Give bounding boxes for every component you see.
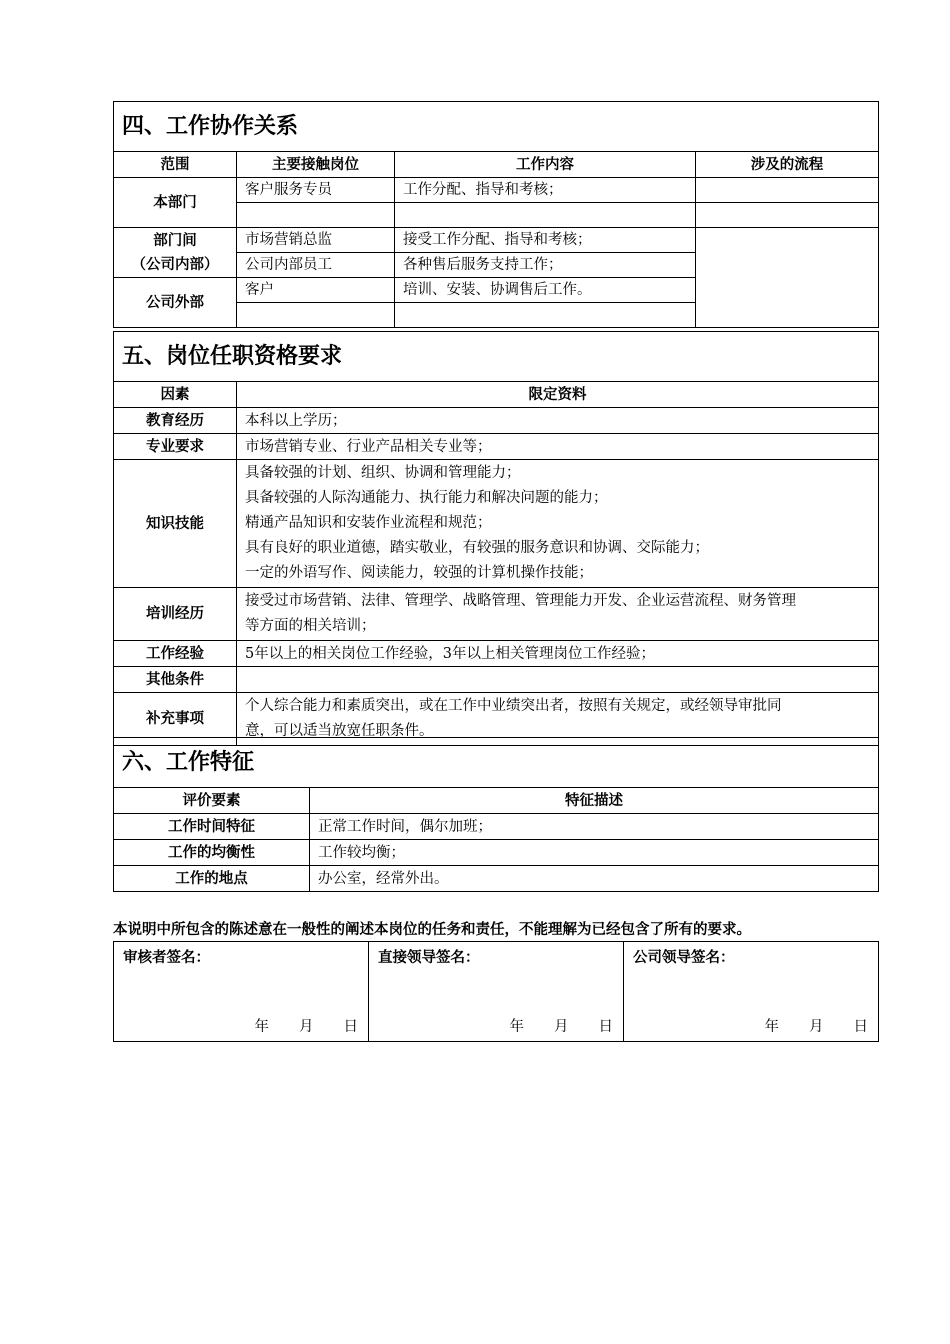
signature-reviewer[interactable]: [114, 942, 369, 1042]
work-content: 各种售后服务支持工作；: [395, 253, 696, 278]
signature-label: 公司领导签名：: [633, 950, 735, 966]
scope-own-department: 本部门: [114, 178, 237, 228]
desc-balance: 工作较均衡；: [310, 840, 879, 866]
contact-position: 市场营销总监: [237, 228, 395, 253]
process-cell: [696, 228, 879, 328]
factor-other: 其他条件: [114, 667, 237, 693]
criteria-major: 市场营销专业、行业产品相关专业等；: [237, 434, 879, 460]
work-characteristics-table: [113, 737, 879, 892]
scope-line1: 部门间: [153, 232, 197, 249]
date-year: 年: [764, 1019, 779, 1035]
date-month: 月: [299, 1019, 314, 1035]
factor-education: 教育经历: [114, 408, 237, 434]
desc-location: 办公室，经常外出。: [310, 866, 879, 892]
contact-position: 客户: [237, 278, 395, 303]
header-factor: 因素: [114, 382, 237, 408]
section4-title: 四、工作协作关系: [114, 102, 879, 152]
scope-external: 公司外部: [114, 278, 237, 328]
training-line: 接受过市场营销、法律、管理学、战略管理、管理能力开发、企业运营流程、财务管理: [245, 593, 796, 609]
factor-skills: 知识技能: [114, 460, 237, 588]
work-content: 接受工作分配、指导和考核；: [395, 228, 696, 253]
date-month: 月: [809, 1019, 824, 1035]
header-content: 工作内容: [395, 152, 696, 178]
signature-company-leader[interactable]: [624, 942, 879, 1042]
element-location: 工作的地点: [114, 866, 310, 892]
signature-date: [225, 1015, 359, 1039]
factor-training: 培训经历: [114, 588, 237, 641]
work-content: [395, 303, 696, 328]
work-content: [395, 203, 696, 228]
contact-position: [237, 303, 395, 328]
criteria-training: [237, 588, 879, 641]
skill-line: 精通产品知识和安装作业流程和规范；: [245, 515, 492, 531]
date-day: 日: [853, 1019, 868, 1035]
contact-position: 客户服务专员: [237, 178, 395, 203]
date-day: 日: [598, 1019, 613, 1035]
scope-line2: （公司内部）: [131, 256, 219, 273]
signature-direct-leader[interactable]: [369, 942, 624, 1042]
work-content: 培训、安装、协调售后工作。: [395, 278, 696, 303]
signature-table: [113, 941, 879, 1042]
factor-experience: 工作经验: [114, 641, 237, 667]
header-criteria: 限定资料: [237, 382, 879, 408]
header-process: 涉及的流程: [696, 152, 879, 178]
contact-position: 公司内部员工: [237, 253, 395, 278]
date-day: 日: [343, 1019, 358, 1035]
scope-inter-department: [114, 228, 237, 278]
skill-line: 一定的外语写作、阅读能力，较强的计算机操作技能；: [245, 565, 593, 581]
signature-date: [735, 1015, 869, 1039]
criteria-experience: 5年以上的相关岗位工作经验，3年以上相关管理岗位工作经验；: [237, 641, 879, 667]
supplement-line: 意，可以适当放宽任职条件。: [245, 723, 434, 739]
factor-major: 专业要求: [114, 434, 237, 460]
signature-label: 直接领导签名：: [378, 950, 480, 966]
disclaimer-note: 本说明中所包含的陈述意在一般性的阐述本岗位的任务和责任，不能理解为已经包含了所有的要求。: [113, 922, 751, 938]
date-year: 年: [254, 1019, 269, 1035]
process-cell: [696, 178, 879, 203]
skill-line: 具备较强的人际沟通能力、执行能力和解决问题的能力；: [245, 490, 608, 506]
date-month: 月: [554, 1019, 569, 1035]
section6-title: 六、工作特征: [114, 738, 879, 788]
criteria-other: [237, 667, 879, 693]
work-content: 工作分配、指导和考核；: [395, 178, 696, 203]
header-scope: 范围: [114, 152, 237, 178]
signature-date: [480, 1015, 614, 1039]
skill-line: 具有良好的职业道德，踏实敬业，有较强的服务意识和协调、交际能力；: [245, 540, 709, 556]
factor-supplement: 补充事项: [114, 693, 237, 746]
training-line: 等方面的相关培训；: [245, 618, 376, 634]
supplement-line: 个人综合能力和素质突出，或在工作中业绩突出者，按照有关规定，或经领导审批同: [245, 698, 782, 714]
date-year: 年: [509, 1019, 524, 1035]
qualification-table: [113, 331, 879, 746]
header-description: 特征描述: [310, 788, 879, 814]
signature-label: 审核者签名：: [123, 950, 210, 966]
desc-work-time: 正常工作时间，偶尔加班；: [310, 814, 879, 840]
element-work-time: 工作时间特征: [114, 814, 310, 840]
contact-position: [237, 203, 395, 228]
collaboration-table: [113, 101, 879, 328]
criteria-education: 本科以上学历；: [237, 408, 879, 434]
header-position: 主要接触岗位: [237, 152, 395, 178]
element-balance: 工作的均衡性: [114, 840, 310, 866]
criteria-skills: [237, 460, 879, 588]
skill-line: 具备较强的计划、组织、协调和管理能力；: [245, 465, 521, 481]
header-element: 评价要素: [114, 788, 310, 814]
section5-title: 五、岗位任职资格要求: [114, 332, 879, 382]
process-cell: [696, 203, 879, 228]
